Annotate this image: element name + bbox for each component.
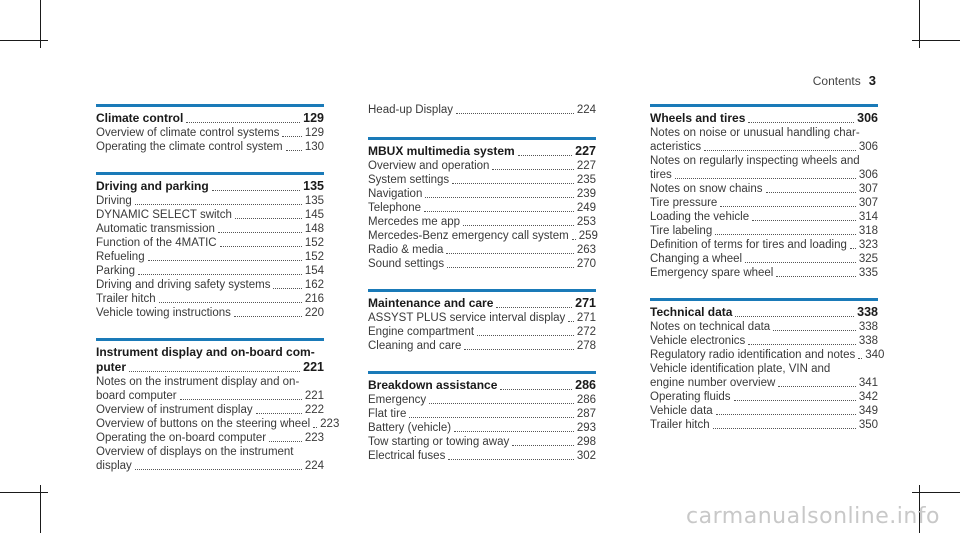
toc-entry[interactable]: Operating the on-board computer 223 [96, 432, 324, 444]
toc-entry[interactable]: Changing a wheel 325 [650, 253, 878, 265]
toc-entry[interactable]: Vehicle towing instructions 220 [96, 307, 324, 319]
toc-entry[interactable]: Tire pressure 307 [650, 197, 878, 209]
toc-heading[interactable]: Wheels and tires 306 [650, 111, 878, 125]
toc-entry[interactable]: Notes on technical data 338 [650, 321, 878, 333]
toc-entry-line[interactable]: Notes on the instrument display and on- [96, 376, 300, 388]
toc-section-maintenance [368, 289, 596, 353]
section-rule [96, 104, 324, 107]
toc-heading[interactable]: Technical data 338 [650, 305, 878, 319]
toc-entry[interactable]: Trailer hitch 350 [650, 419, 878, 431]
toc-entry[interactable]: Definition of terms for tires and loading 323 [650, 239, 878, 251]
toc-entry[interactable]: System settings 235 [368, 174, 596, 186]
toc-heading[interactable]: Maintenance and care 271 [368, 296, 596, 310]
toc-column-1 [96, 104, 340, 491]
toc-entry[interactable]: Overview and operation 227 [368, 160, 596, 172]
page-number: 3 [868, 73, 876, 88]
toc-entry[interactable]: Telephone 249 [368, 202, 596, 214]
toc-entry[interactable]: ASSYST PLUS service interval display 271 [368, 312, 596, 324]
toc-entry[interactable]: Mercedes me app 253 [368, 216, 596, 228]
toc-heading[interactable]: puter 221 [96, 360, 324, 374]
toc-entry[interactable]: Regulatory radio identification and notes 340 [650, 349, 885, 361]
toc-entry[interactable]: Overview of buttons on the steering wheel 223 [96, 418, 340, 430]
toc-heading[interactable]: Driving and parking 135 [96, 179, 324, 193]
toc-entry[interactable]: display 224 [96, 460, 324, 472]
toc-entry[interactable]: Overview of climate control systems 129 [96, 127, 324, 139]
toc-entry[interactable]: Trailer hitch 216 [96, 293, 324, 305]
toc-heading[interactable]: MBUX multimedia system 227 [368, 144, 596, 158]
toc-entry[interactable]: Notes on snow chains 307 [650, 183, 878, 195]
toc-section-wheels-tires [650, 104, 878, 280]
toc-entry[interactable]: Operating the climate control system 130 [96, 141, 324, 153]
toc-column-3 [650, 104, 885, 450]
toc-entry[interactable]: Head-up Display 224 [368, 104, 596, 116]
toc-entry[interactable]: Electrical fuses 302 [368, 450, 596, 462]
toc-section-mbux [368, 137, 596, 271]
watermark: carmanualsonline.info [686, 504, 940, 529]
toc-entry[interactable]: Operating fluids 342 [650, 391, 878, 403]
toc-entry[interactable]: Driving and driving safety systems 162 [96, 279, 324, 291]
section-rule [368, 289, 596, 292]
toc-entry[interactable]: Loading the vehicle 314 [650, 211, 878, 223]
toc-entry[interactable]: Battery (vehicle) 293 [368, 422, 596, 434]
toc-entry[interactable]: acteristics 306 [650, 141, 878, 153]
toc-entry[interactable]: Cleaning and care 278 [368, 340, 596, 352]
page-header [813, 73, 876, 88]
toc-section-climate-control [96, 104, 324, 154]
crop-mark [0, 492, 48, 493]
section-rule [368, 137, 596, 140]
toc-entry[interactable]: Tire labeling 318 [650, 225, 878, 237]
toc-entry[interactable]: Emergency 286 [368, 394, 596, 406]
toc-entry[interactable]: board computer 221 [96, 390, 324, 402]
toc-section-breakdown [368, 371, 596, 463]
toc-entry[interactable]: Vehicle electronics 338 [650, 335, 878, 347]
toc-entry[interactable]: Function of the 4MATIC 152 [96, 237, 324, 249]
toc-entry[interactable]: tires 306 [650, 169, 878, 181]
toc-section-driving-and-parking [96, 172, 324, 320]
toc-entry[interactable]: Tow starting or towing away 298 [368, 436, 596, 448]
toc-entry-line[interactable]: Notes on noise or unusual handling char- [650, 127, 860, 139]
toc-heading-line[interactable]: Instrument display and on-board com- [96, 345, 315, 359]
toc-entry[interactable]: Parking 154 [96, 265, 324, 277]
crop-mark [912, 492, 960, 493]
section-rule [368, 371, 596, 374]
toc-heading[interactable]: Breakdown assistance 286 [368, 378, 596, 392]
toc-entry[interactable]: engine number overview 341 [650, 377, 878, 389]
toc-entry[interactable]: Automatic transmission 148 [96, 223, 324, 235]
toc-entry[interactable]: Flat tire 287 [368, 408, 596, 420]
section-rule [96, 172, 324, 175]
toc-entry[interactable]: Radio & media 263 [368, 244, 596, 256]
section-rule [96, 338, 324, 341]
toc-section-head-up [368, 103, 596, 117]
crop-mark [0, 40, 48, 41]
toc-entry[interactable]: Vehicle data 349 [650, 405, 878, 417]
toc-entry[interactable]: Refueling 152 [96, 251, 324, 263]
toc-heading[interactable]: Climate control 129 [96, 111, 324, 125]
crop-mark [912, 40, 960, 41]
toc-entry-line[interactable]: Notes on regularly inspecting wheels and [650, 155, 860, 167]
toc-entry[interactable]: Mercedes-Benz emergency call system 259 [368, 230, 598, 242]
toc-entry[interactable]: Emergency spare wheel 335 [650, 267, 878, 279]
header-title: Contents [812, 74, 861, 88]
toc-entry[interactable]: Sound settings 270 [368, 258, 596, 270]
toc-section-technical-data [650, 298, 885, 432]
section-rule [650, 298, 878, 301]
toc-entry[interactable]: Overview of instrument display 222 [96, 404, 324, 416]
toc-entry[interactable]: Navigation 239 [368, 188, 596, 200]
toc-entry[interactable]: DYNAMIC SELECT switch 145 [96, 209, 324, 221]
toc-entry-line[interactable]: Overview of displays on the instrument [96, 446, 294, 458]
toc-entry-line[interactable]: Vehicle identification plate, VIN and [650, 363, 831, 375]
toc-entry[interactable]: Engine compartment 272 [368, 326, 596, 338]
toc-column-2 [368, 103, 596, 481]
toc-entry[interactable]: Driving 135 [96, 195, 324, 207]
toc-section-instrument-display [96, 338, 340, 473]
section-rule [650, 104, 878, 107]
